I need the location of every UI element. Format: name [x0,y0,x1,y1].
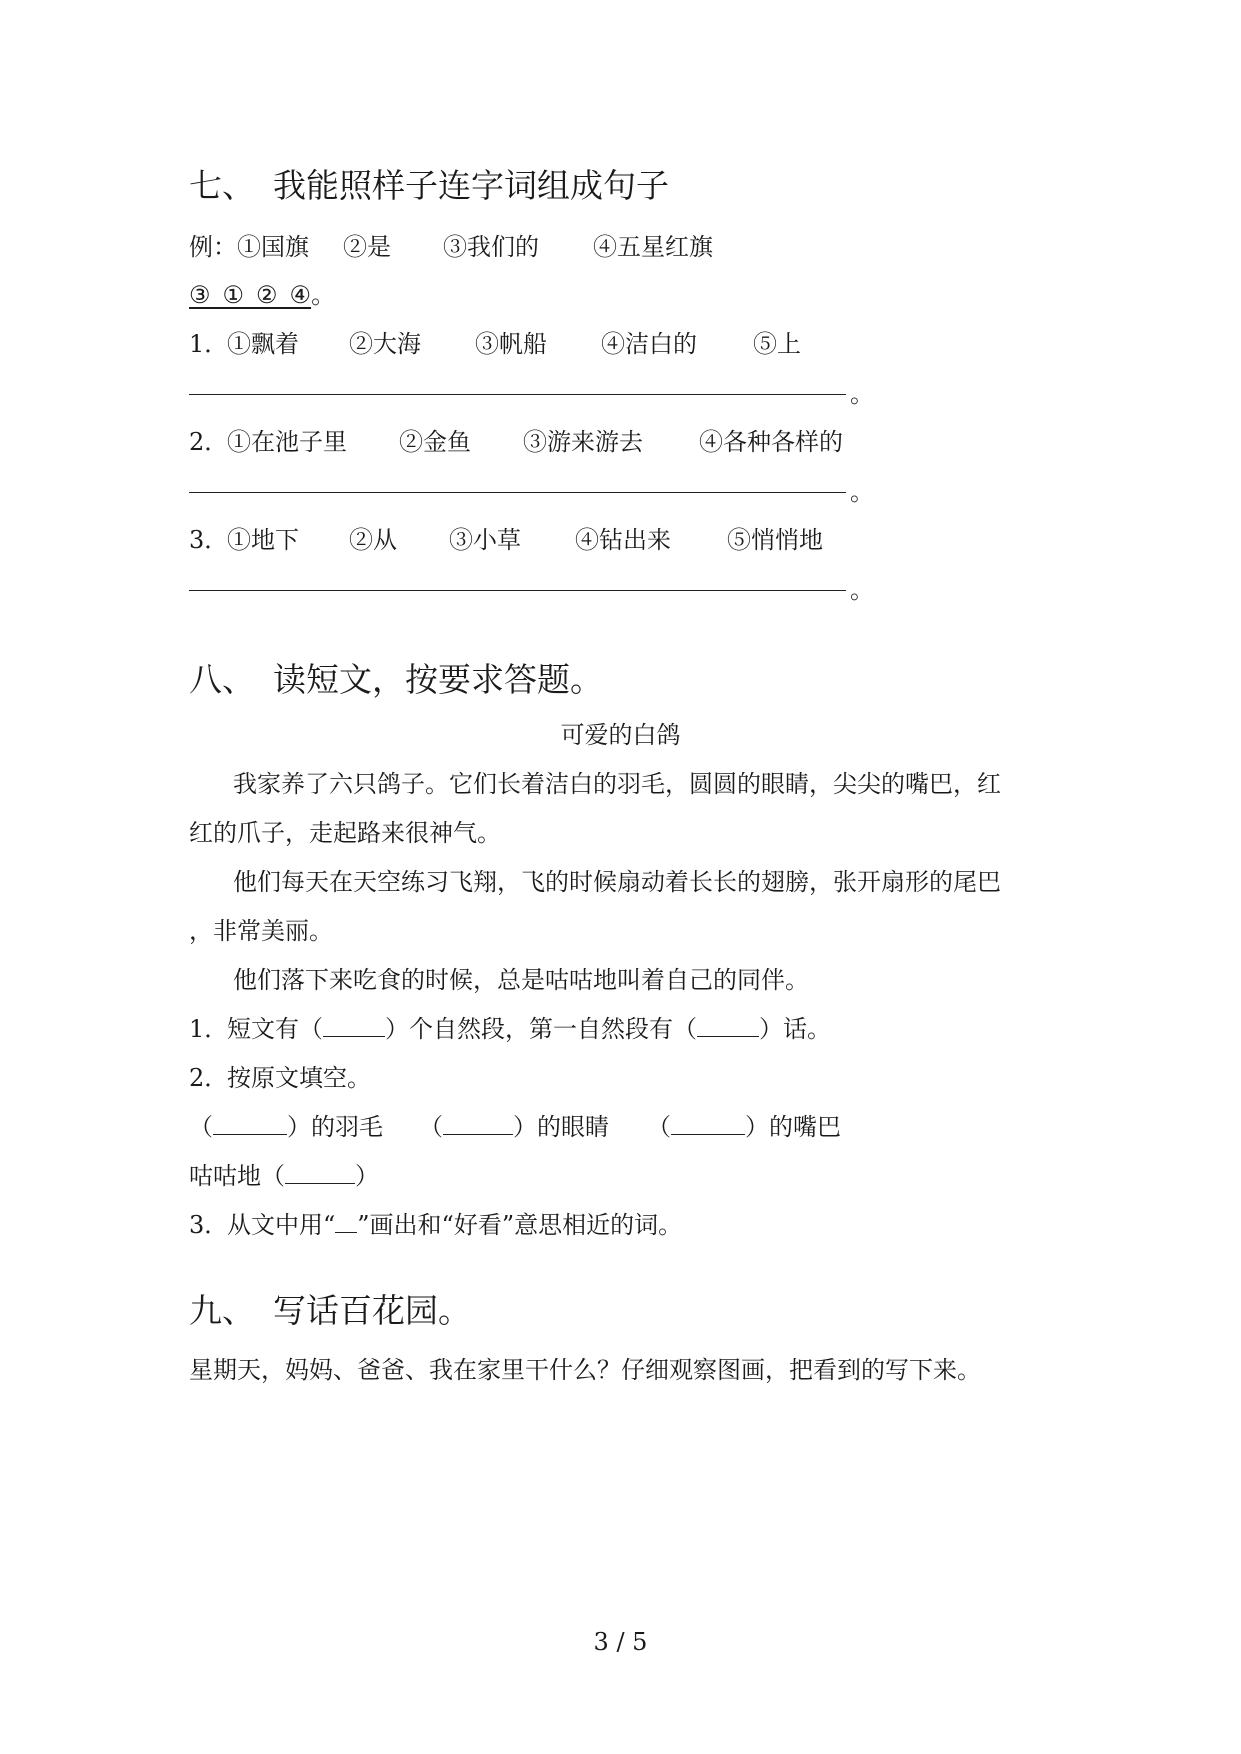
passage-title: 可爱的白鸽 [560,721,681,749]
fill-label: ）的羽毛 [287,1113,383,1141]
question-7-1 [189,324,801,359]
fill-blank[interactable] [697,1018,759,1037]
question-text: ）话。 [759,1015,831,1043]
word-option: ①飘着 [227,330,299,358]
writing-prompt: 星期天，妈妈、爸爸、我在家里干什么？仔细观察图画，把看到的写下来。 [189,1356,981,1384]
answer-line[interactable] [189,394,846,395]
example-answer-row [189,275,335,310]
question-text: 短文有（ [227,1015,323,1043]
example-item: ③我们的 [443,233,539,261]
line-end-period: 。 [850,478,874,506]
passage-line: 他们落下来吃食的时候，总是咕咕地叫着自己的同伴。 [233,966,809,994]
line-end-period: 。 [850,380,874,408]
fill-blank[interactable] [671,1116,745,1135]
example-row [189,227,713,262]
question-number: 1． [189,330,229,358]
fill-row [189,1156,379,1191]
passage-line: ，非常美丽。 [189,917,333,945]
question-number: 3． [189,526,229,554]
question-number: 2． [189,1064,229,1092]
fill-blank[interactable] [323,1018,385,1037]
section-9-title: 写话百花园。 [273,1291,471,1330]
word-option: ④各种各样的 [699,428,843,456]
fill-label: 咕咕地（ [189,1162,285,1190]
question-number: 1． [189,1015,229,1043]
question-8-1 [189,1009,831,1044]
page-number: 3 / 5 [593,1628,648,1656]
section-7-title: 我能照样子连字词组成句子 [273,166,669,205]
fill-blank[interactable] [443,1116,513,1135]
question-text: ”画出和“好看”意思相近的词。 [357,1211,683,1239]
word-option: ③小草 [449,526,521,554]
example-item: ④五星红旗 [593,233,713,261]
question-number: 2． [189,428,229,456]
fill-open: （ [419,1113,443,1141]
word-option: ②大海 [349,330,421,358]
fill-blank[interactable] [285,1165,355,1184]
fill-open: （ [647,1113,671,1141]
line-end-period: 。 [850,576,874,604]
section-7-heading [189,160,669,207]
passage-line: 红的爪子，走起路来很神气。 [189,819,501,847]
fill-row [189,1107,841,1142]
answer-line[interactable] [189,492,846,493]
word-option: ⑤悄悄地 [727,526,823,554]
section-9-heading [189,1285,471,1332]
question-text: 按原文填空。 [227,1064,371,1092]
answer-line[interactable] [189,590,846,591]
example-answer: ③_①_②_④ [189,281,312,309]
fill-open: （ [189,1113,213,1141]
word-option: ④洁白的 [601,330,697,358]
question-8-2 [189,1058,371,1093]
section-9-number: 九、 [189,1291,255,1330]
question-7-3 [189,520,823,555]
word-option: ①地下 [227,526,299,554]
example-answer-end: 。 [311,281,336,309]
underline-sample [335,1212,357,1233]
word-option: ⑤上 [753,330,801,358]
word-option: ③游来游去 [523,428,643,456]
section-7-number: 七、 [189,166,255,205]
word-option: ①在池子里 [227,428,347,456]
section-8-heading [189,654,603,701]
section-8-number: 八、 [189,660,255,699]
word-option: ③帆船 [475,330,547,358]
word-option: ④钻出来 [575,526,671,554]
section-8-title: 读短文，按要求答题。 [273,660,603,699]
fill-label: ）的嘴巴 [745,1113,841,1141]
passage-line: 他们每天在天空练习飞翔，飞的时候扇动着长长的翅膀，张开扇形的尾巴 [233,868,1001,896]
question-text: 从文中用“ [227,1211,336,1239]
word-option: ②从 [349,526,397,554]
example-item: ①国旗 [237,233,309,261]
word-option: ②金鱼 [399,428,471,456]
fill-blank[interactable] [213,1116,287,1135]
fill-label: ）的眼睛 [513,1113,609,1141]
passage-line: 我家养了六只鸽子。它们长着洁白的羽毛，圆圆的眼睛，尖尖的嘴巴，红 [233,770,1001,798]
example-item: ②是 [343,233,391,261]
question-7-2 [189,422,843,457]
example-prefix: 例： [189,233,237,261]
question-8-3 [189,1205,682,1240]
fill-label: ） [355,1162,379,1190]
question-text: ）个自然段，第一自然段有（ [385,1015,697,1043]
question-number: 3． [189,1211,229,1239]
